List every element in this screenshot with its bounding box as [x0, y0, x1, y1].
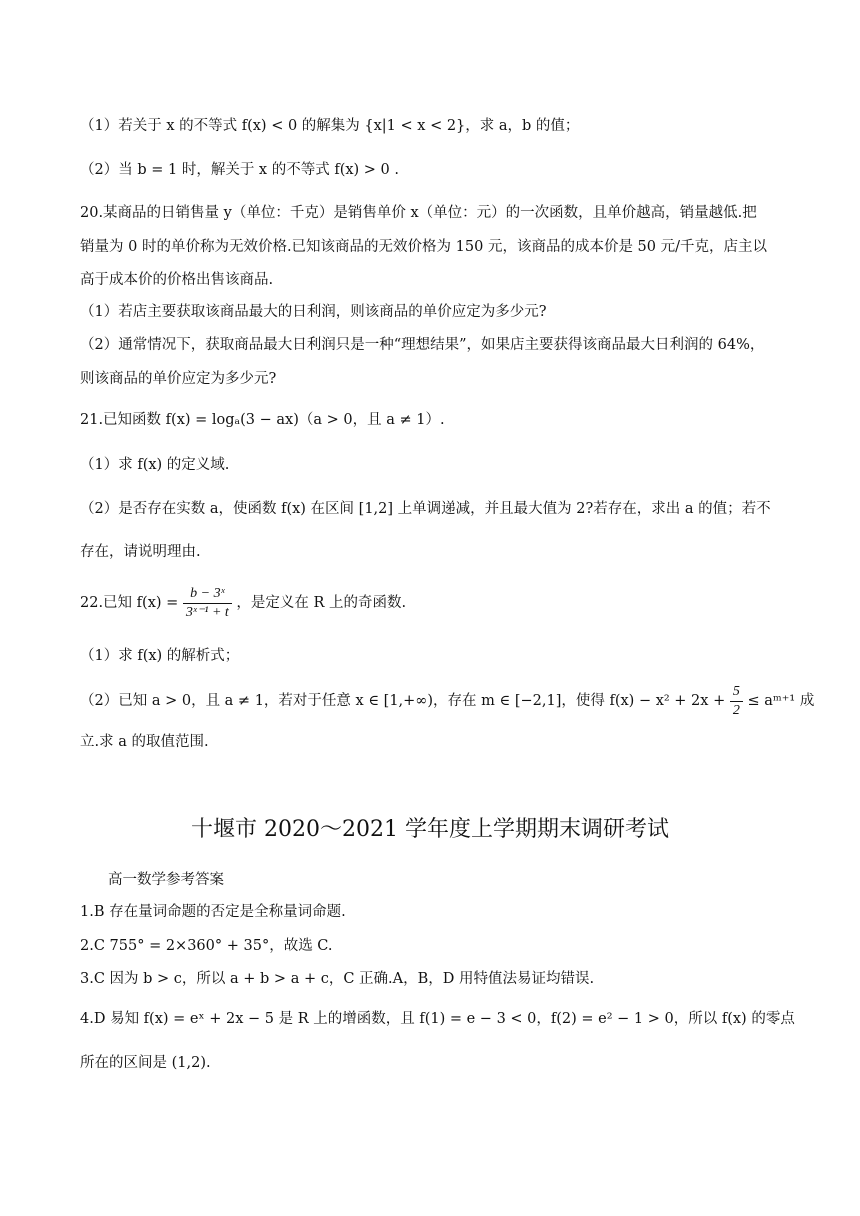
q22-frac-den: 3ˣ⁻¹ + t — [185, 604, 229, 620]
q22-stem — [80, 584, 406, 622]
q22-part2b: 立.求 a 的取值范围. — [80, 734, 209, 750]
q22-part2a-post: ≤ aᵐ⁺¹ 成 — [747, 693, 815, 709]
q22-stem-pre: 22.已知 f(x) = — [80, 595, 179, 611]
q20-line2: 销量为 0 时的单价称为无效价格.已知该商品的无效价格为 150 元，该商品的成本价是 50 元/千克，店主以 — [80, 239, 767, 255]
q20-part1: （1）若店主要获取该商品最大的日利润，则该商品的单价应定为多少元? — [80, 304, 547, 320]
q22-part2a-frac-num: 5 — [730, 683, 743, 702]
answer-3: 3.C 因为 b > c，所以 a + b > a + c，C 正确.A，B，D 用特值法易证均错误. — [80, 971, 595, 987]
q22-stem-post: ，是定义在 R 上的奇函数. — [236, 595, 407, 611]
q22-fraction — [183, 585, 232, 622]
q19-part2: （2）当 b = 1 时，解关于 x 的不等式 f(x) > 0 . — [80, 162, 399, 178]
q22-part2a-frac-den: 2 — [732, 702, 740, 718]
answer-4-cont: 所在的区间是 (1,2). — [80, 1055, 211, 1071]
q22-part2a-fraction — [730, 683, 743, 720]
q20-part2a: （2）通常情况下，获取商品最大日利润只是一种“理想结果”，如果店主要获得该商品最大日利润的 64%， — [80, 337, 765, 353]
answer-subtitle: 高一数学参考答案 — [108, 872, 224, 888]
q19-part1: （1）若关于 x 的不等式 f(x) < 0 的解集为 {x|1 < x < 2}，求 a，b 的值； — [80, 118, 580, 134]
q21-part2a: （2）是否存在实数 a，使函数 f(x) 在区间 [1,2] 上单调递减，并且最大值为 2?若存在，求出 a 的值；若不 — [80, 501, 771, 517]
q22-part1: （1）求 f(x) 的解析式； — [80, 648, 240, 664]
q20-line3: 高于成本价的价格出售该商品. — [80, 272, 274, 288]
answer-2: 2.C 755° = 2×360° + 35°，故选 C. — [80, 938, 333, 954]
answer-4: 4.D 易知 f(x) = eˣ + 2x − 5 是 R 上的增函数，且 f(1) = e − 3 < 0，f(2) = e² − 1 > 0，所以 f(x) 的零点 — [80, 1011, 795, 1027]
q22-part2a-pre: （2）已知 a > 0，且 a ≠ 1，若对于任意 x ∈ [1,+∞)，存在 m ∈ [−2,1]，使得 f(x) − x² + 2x + — [80, 693, 726, 709]
q22-frac-num: b − 3ˣ — [183, 585, 232, 604]
q20-part2b: 则该商品的单价应定为多少元? — [80, 371, 277, 387]
q21-part1: （1）求 f(x) 的定义域. — [80, 457, 230, 473]
q20-line1: 20.某商品的日销售量 y（单位：千克）是销售单价 x（单位：元）的一次函数，且单价越高，销量越低.把 — [80, 205, 757, 221]
answer-1: 1.B 存在量词命题的否定是全称量词命题. — [80, 904, 346, 920]
q21-stem: 21.已知函数 f(x) = logₐ(3 − ax)（a > 0，且 a ≠ 1）. — [80, 412, 445, 428]
q22-part2a — [80, 682, 814, 720]
q21-part2b: 存在，请说明理由. — [80, 544, 201, 560]
answer-title: 十堰市 2020～2021 学年度上学期期末调研考试 — [191, 817, 669, 842]
